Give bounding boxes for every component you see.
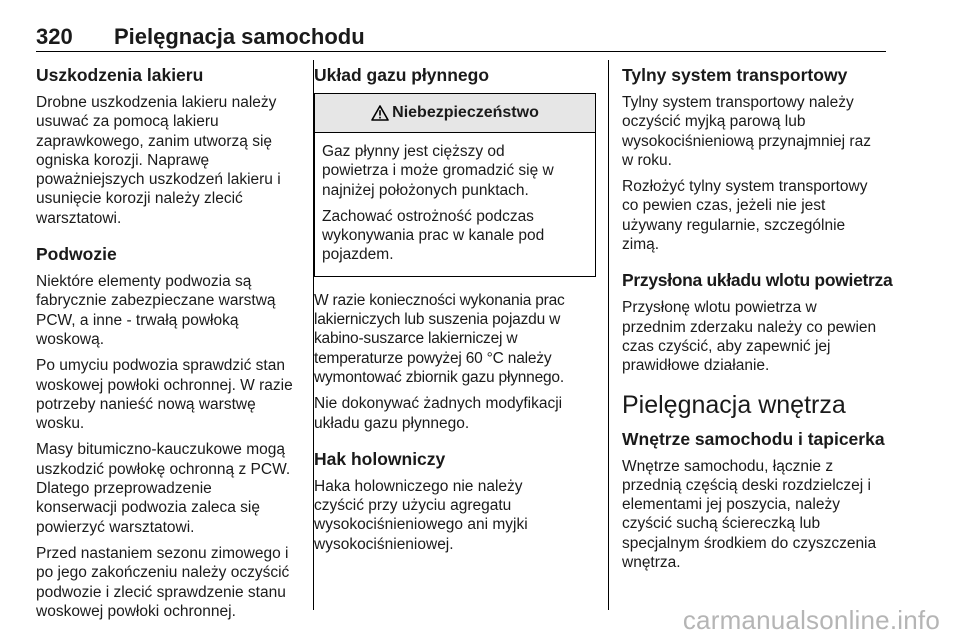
- paragraph-lpg-1: [314, 291, 596, 387]
- text-line: Przysłonę wlotu powietrza w: [622, 299, 817, 317]
- text-line: Gaz płynny jest cięższy od: [322, 143, 505, 160]
- text-line: Wnętrze samochodu, łącznie z: [622, 457, 834, 475]
- text-line: kabino-suszarce lakierniczej w: [314, 330, 518, 348]
- column-divider-2: [608, 60, 609, 610]
- text-line: czyścić suchą ściereczką lub: [622, 515, 821, 533]
- text-line: wysokociśnieniowej.: [314, 535, 454, 553]
- paragraph-tow-hitch: [314, 477, 596, 554]
- text-line: specjalnym środkiem do czyszczenia: [622, 534, 877, 552]
- paragraph-underbody-1: [36, 272, 298, 349]
- text-line: w roku.: [622, 151, 672, 169]
- paragraph-air-intake-shutter: [622, 298, 888, 375]
- text-line: wymontować zbiornik gazu płynnego.: [314, 368, 564, 386]
- text-line: powierzyć warsztatowi.: [36, 518, 195, 536]
- watermark: carmanualsonline.info: [682, 605, 940, 635]
- heading-air-intake-shutter: Przysłona układu wlotu powietrza: [622, 270, 893, 291]
- text-line: zimą.: [622, 236, 660, 254]
- column-3: [622, 64, 893, 579]
- paragraph-paint-damage: [36, 93, 298, 228]
- text-line: powietrza i może gromadzić się w: [322, 162, 554, 180]
- text-line: podwozie i zlecić sprawdzenie stanu: [36, 583, 286, 601]
- text-line: fabrycznie zabezpieczane warstwą: [36, 292, 276, 310]
- text-line: czas czyścić, aby zapewnić jej: [622, 337, 831, 355]
- text-line: woskowej powłoki ochronnej.: [36, 602, 236, 620]
- text-line: co pewien czas, jeżeli nie jest: [622, 197, 826, 215]
- header-rule: [36, 51, 886, 52]
- text-line: Przed nastaniem sezonu zimowego i: [36, 544, 289, 562]
- text-line: układu gazu płynnego.: [314, 414, 470, 432]
- text-line: warsztatowi.: [36, 209, 122, 227]
- text-line: W razie konieczności wykonania prac: [314, 291, 565, 309]
- text-line: Niektóre elementy podwozia są: [36, 273, 252, 291]
- danger-paragraph-2: [322, 207, 589, 265]
- heading-interior-care: Pielęgnacja wnętrza: [622, 390, 846, 419]
- text-line: Rozłożyć tylny system transportowy: [622, 178, 868, 196]
- text-line: Nie dokonywać żadnych modyfikacji: [314, 395, 563, 413]
- danger-box-title: Niebezpieczeństwo: [392, 104, 539, 121]
- text-line: przednią częścią deski rozdzielczej i: [622, 476, 871, 494]
- text-line: elementami jej poszycia, należy: [622, 496, 840, 514]
- text-line: konserwacji podwozia zaleca się: [36, 499, 261, 517]
- column-2: [314, 64, 596, 561]
- danger-paragraph-1: [322, 142, 589, 200]
- text-line: Masy bitumiczno-kauczukowe mogą: [36, 441, 285, 459]
- text-line: Drobne uszkodzenia lakieru należy: [36, 94, 277, 111]
- heading-rear-carrier: Tylny system transportowy: [622, 65, 848, 85]
- text-line: zaprawkowego, zanim utworzą się: [36, 132, 273, 150]
- text-line: Zachować ostrożność podczas: [322, 207, 534, 225]
- text-line: wysokociśnieniowego ani myjki: [314, 516, 528, 534]
- paragraph-underbody-3: [36, 440, 298, 536]
- text-line: po jego zakończeniu należy oczyścić: [36, 564, 290, 582]
- text-line: temperaturze powyżej 60 °C należy: [314, 349, 552, 367]
- paragraph-underbody-4: [36, 544, 298, 621]
- paragraph-lpg-2: [314, 394, 596, 433]
- text-line: wykonywania prac w kanale pod: [322, 227, 545, 245]
- heading-paint-damage: Uszkodzenia lakieru: [36, 65, 204, 85]
- danger-box-header: [315, 94, 595, 133]
- page-title: Pielęgnacja samochodu: [114, 24, 365, 49]
- text-line: wnętrza.: [622, 554, 681, 572]
- text-line: woskowej powłoki ochronnej. W razie: [36, 376, 293, 394]
- danger-box: [314, 93, 596, 277]
- text-line: wysokociśnieniową przynajmniej raz: [622, 132, 871, 150]
- heading-underbody: Podwozie: [36, 244, 117, 265]
- column-1: [36, 64, 298, 628]
- text-line: woskową.: [36, 330, 105, 348]
- paragraph-rear-carrier-2: [622, 177, 888, 254]
- text-line: Tylny system transportowy należy: [622, 94, 854, 111]
- text-line: najniżej położonych punktach.: [322, 181, 529, 199]
- text-line: PCW, a inne - trwałą powłoką: [36, 311, 239, 329]
- text-line: lakierniczych lub suszenia pojazdu w: [314, 311, 561, 329]
- paragraph-rear-carrier-1: [622, 93, 888, 170]
- warning-triangle-icon: [371, 105, 389, 121]
- text-line: potrzeby nanieść nową warstwę: [36, 395, 256, 413]
- text-line: usuwać za pomocą lakieru: [36, 113, 219, 131]
- danger-box-body: [315, 133, 595, 276]
- text-line: poważniejszych uszkodzeń lakieru i: [36, 171, 281, 189]
- text-line: wosku.: [36, 415, 85, 433]
- text-line: Dlatego przeprowadzenie: [36, 480, 212, 498]
- heading-tow-hitch: Hak holowniczy: [314, 448, 446, 469]
- text-line: oczyścić myjką parową lub: [622, 113, 806, 131]
- text-line: czyścić przy użyciu agregatu: [314, 497, 512, 515]
- text-line: prawidłowe działanie.: [622, 357, 770, 375]
- page-number: 320: [36, 24, 73, 49]
- text-line: Haka holowniczego nie należy: [314, 477, 523, 495]
- text-line: używany regularnie, szczególnie: [622, 216, 846, 234]
- paragraph-underbody-2: [36, 356, 298, 433]
- text-line: usunięcie korozji należy zlecić: [36, 190, 243, 208]
- text-line: pojazdem.: [322, 246, 394, 264]
- text-line: przednim zderzaku należy co pewien: [622, 318, 877, 336]
- text-line: Po umyciu podwozia sprawdzić stan: [36, 357, 285, 375]
- text-line: ogniska korozji. Naprawę: [36, 151, 210, 169]
- paragraph-interior-upholstery: [622, 457, 888, 573]
- heading-interior-upholstery: Wnętrze samochodu i tapicerka: [622, 428, 885, 449]
- text-line: uszkodzić powłokę ochronną z PCW.: [36, 460, 291, 478]
- heading-lpg-system: Układ gazu płynnego: [314, 65, 490, 85]
